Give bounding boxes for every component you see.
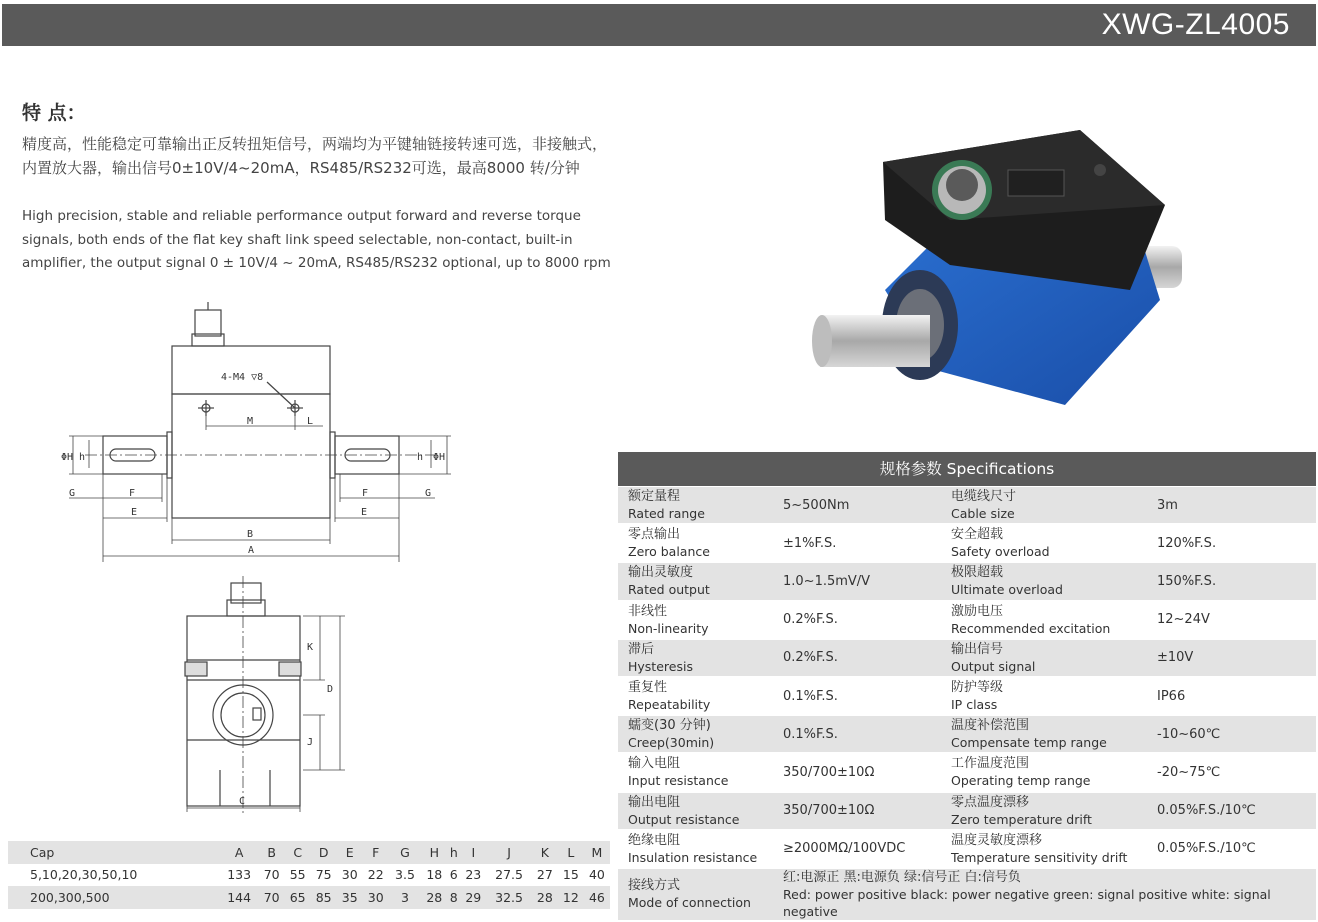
dim-cell: 12 bbox=[558, 886, 584, 909]
dim-cell: 30 bbox=[363, 886, 389, 909]
dim-cell: 15 bbox=[562, 867, 579, 883]
dim-header-cell: I bbox=[460, 841, 486, 864]
dim-cell: 28 bbox=[532, 886, 558, 909]
dim-header-cell: D bbox=[311, 841, 337, 864]
specs-table bbox=[618, 487, 1316, 922]
spec-row bbox=[618, 715, 1316, 753]
dim-label-e-right: E bbox=[361, 507, 368, 518]
spec-param-en: Zero balance bbox=[628, 544, 710, 560]
dim-cell: 35 bbox=[337, 886, 363, 909]
spec-param-en: Compensate temp range bbox=[951, 735, 1107, 751]
dim-label-f-left: F bbox=[129, 488, 136, 499]
spec-value: 350/700±10Ω bbox=[773, 792, 941, 830]
dim-label-e-left: E bbox=[131, 507, 138, 518]
features-text-cn: 精度高，性能稳定可靠输出正反转扭矩信号，两端均为平键轴链接转速可选，非接触式，内置放大器，输出信号0±10V/4~20mA，RS485/RS232可选，最高8000 转/分钟 bbox=[22, 135, 608, 177]
dim-label-m: M bbox=[247, 416, 254, 427]
dim-label-h-left: h bbox=[79, 452, 86, 463]
features-heading: 特 点： bbox=[22, 102, 86, 124]
dim-header-cell: h bbox=[447, 841, 460, 864]
product-photo bbox=[800, 120, 1200, 420]
dim-header-cell: J bbox=[486, 841, 532, 864]
dim-header-cell: G bbox=[389, 841, 422, 864]
spec-value: 150%F.S. bbox=[1147, 562, 1316, 600]
dim-cell: 200,300,500 bbox=[8, 886, 220, 909]
spec-param-cn: 激励电压 bbox=[951, 603, 1004, 619]
connection-value bbox=[773, 868, 1316, 921]
dim-cell: 55 bbox=[289, 867, 306, 883]
dim-label-d: D bbox=[327, 684, 334, 695]
features-text-en: High precision, stable and reliable performance output forward and reverse torque signals, both ends of the flat key shaft link speed selectable, non-contact, built-in amplifier, the output signal 0 ± 10V/4 ~ 20mA, RS485/RS232 optional, up to 8000 rpm bbox=[22, 208, 611, 271]
dim-cell: 8 bbox=[447, 886, 460, 909]
spec-param bbox=[941, 677, 1147, 715]
dimension-row bbox=[8, 864, 610, 887]
dim-label-g-right: G bbox=[425, 488, 432, 499]
spec-param-en: Temperature sensitivity drift bbox=[951, 849, 1128, 865]
dim-cell: 29 bbox=[460, 886, 486, 909]
dim-cell: 3 bbox=[389, 886, 422, 909]
spec-param-cn: 蠕变(30 分钟) bbox=[628, 718, 711, 734]
dim-cell: 27 bbox=[536, 867, 553, 883]
spec-row bbox=[618, 524, 1316, 562]
spec-param-cn: 非线性 bbox=[628, 603, 668, 619]
spec-row bbox=[618, 639, 1316, 677]
dim-label-l: L bbox=[307, 416, 314, 427]
spec-param-cn: 输出信号 bbox=[951, 641, 1004, 657]
spec-param-en: Hysteresis bbox=[628, 658, 693, 674]
dim-cell: 46 bbox=[584, 886, 610, 909]
model-number: XWG-ZL4005 bbox=[1101, 8, 1290, 41]
spec-param-cn: 防护等级 bbox=[951, 680, 1004, 696]
spec-param-en: Repeatability bbox=[628, 697, 711, 713]
dim-header-cell: M bbox=[584, 841, 610, 864]
spec-param-cn: 重复性 bbox=[628, 680, 668, 696]
spec-param bbox=[941, 792, 1147, 830]
dim-label-phih-right: ΦH bbox=[433, 452, 446, 463]
dim-cell: 70 bbox=[263, 867, 280, 883]
dim-cell: 28 bbox=[421, 886, 447, 909]
spec-param-en: Rated output bbox=[628, 582, 710, 598]
spec-row bbox=[618, 753, 1316, 791]
dim-label-h-right: h bbox=[417, 452, 424, 463]
spec-param-en: Rated range bbox=[628, 506, 705, 522]
dim-label-j: J bbox=[307, 737, 314, 748]
connection-value-cn: 红:电源正 黑:电源负 绿:信号正 白:信号负 bbox=[783, 869, 1021, 885]
dimension-drawing bbox=[55, 300, 475, 820]
spec-row bbox=[618, 792, 1316, 830]
spec-param bbox=[618, 715, 773, 753]
spec-param bbox=[618, 487, 773, 524]
spec-value: ±1%F.S. bbox=[773, 524, 941, 562]
spec-param bbox=[941, 639, 1147, 677]
spec-param bbox=[618, 639, 773, 677]
spec-param-en: Creep(30min) bbox=[628, 735, 715, 751]
spec-param-cn: 零点温度漂移 bbox=[951, 794, 1030, 810]
spec-param bbox=[941, 753, 1147, 791]
dim-cell: 5,10,20,30,50,10 bbox=[30, 867, 138, 883]
spec-param-cn: 安全超载 bbox=[951, 527, 1004, 543]
dimension-header-row bbox=[8, 841, 610, 864]
spec-param bbox=[941, 524, 1147, 562]
spec-param-cn: 输出电阻 bbox=[628, 794, 681, 810]
spec-param bbox=[941, 562, 1147, 600]
spec-row bbox=[618, 562, 1316, 600]
dim-header-cell: A bbox=[220, 841, 259, 864]
spec-value: 5~500Nm bbox=[773, 487, 941, 524]
spec-param-cn: 输入电阻 bbox=[628, 756, 681, 772]
dim-cell: 70 bbox=[259, 886, 285, 909]
spec-param-en: Recommended excitation bbox=[951, 620, 1111, 636]
dim-cell: 85 bbox=[311, 886, 337, 909]
specs-heading: 规格参数 Specifications bbox=[618, 452, 1316, 486]
spec-value: -20~75℃ bbox=[1147, 753, 1316, 791]
spec-value: IP66 bbox=[1147, 677, 1316, 715]
dim-label-c: C bbox=[239, 796, 246, 807]
spec-param-en: Cable size bbox=[951, 506, 1015, 522]
spec-value: 120%F.S. bbox=[1147, 524, 1316, 562]
spec-row bbox=[618, 830, 1316, 868]
dim-header-cell: K bbox=[532, 841, 558, 864]
spec-param bbox=[618, 868, 773, 921]
spec-value: ±10V bbox=[1147, 639, 1316, 677]
spec-param-en: Non-linearity bbox=[628, 620, 709, 636]
dimension-table bbox=[8, 841, 610, 909]
spec-param bbox=[618, 753, 773, 791]
spec-value: 350/700±10Ω bbox=[773, 753, 941, 791]
spec-param bbox=[941, 487, 1147, 524]
title-bar bbox=[2, 4, 1316, 46]
spec-row-connection bbox=[618, 868, 1316, 921]
dimension-row bbox=[8, 886, 610, 909]
spec-param bbox=[618, 792, 773, 830]
spec-value: ≥2000MΩ/100VDC bbox=[773, 830, 941, 868]
spec-param-cn: 零点输出 bbox=[628, 527, 681, 543]
spec-value: -10~60℃ bbox=[1147, 715, 1316, 753]
dim-header-cell: F bbox=[363, 841, 389, 864]
dim-cell: 75 bbox=[315, 867, 332, 883]
spec-row bbox=[618, 487, 1316, 524]
dim-header-cell: H bbox=[421, 841, 447, 864]
spec-param-cn: 工作温度范围 bbox=[951, 756, 1030, 772]
dim-label-f-right: F bbox=[362, 488, 369, 499]
dim-cell: 23 bbox=[465, 867, 482, 883]
connection-value-en: Red: power positive black: power negative green: signal positive white: signal negative bbox=[783, 886, 1271, 919]
dim-cell: 30 bbox=[341, 867, 358, 883]
spec-param-en: Operating temp range bbox=[951, 773, 1091, 789]
dim-label-a: A bbox=[248, 545, 255, 556]
spec-value: 1.0~1.5mV/V bbox=[773, 562, 941, 600]
callout-label: 4-M4 ▽8 bbox=[221, 372, 264, 383]
spec-param-cn: 电缆线尺寸 bbox=[951, 489, 1017, 505]
spec-param bbox=[941, 830, 1147, 868]
spec-value: 0.1%F.S. bbox=[773, 715, 941, 753]
spec-param-cn: 温度补偿范围 bbox=[951, 718, 1030, 734]
spec-value: 0.05%F.S./10℃ bbox=[1147, 792, 1316, 830]
dim-cell: 3.5 bbox=[395, 867, 415, 883]
dim-header-cell: Cap bbox=[8, 841, 220, 864]
spec-param-cn: 绝缘电阻 bbox=[628, 832, 681, 848]
spec-param bbox=[941, 715, 1147, 753]
spec-param bbox=[941, 601, 1147, 639]
dim-label-phih-left: ΦH bbox=[61, 452, 74, 463]
spec-param-en: Insulation resistance bbox=[628, 849, 758, 865]
dim-cell: 18 bbox=[426, 867, 443, 883]
dim-header-cell: E bbox=[337, 841, 363, 864]
spec-value: 12~24V bbox=[1147, 601, 1316, 639]
dim-header-cell: C bbox=[285, 841, 311, 864]
dim-cell: 144 bbox=[220, 886, 259, 909]
dim-header-cell: L bbox=[558, 841, 584, 864]
spec-param-en: Zero temperature drift bbox=[951, 811, 1092, 827]
spec-param-en: Safety overload bbox=[951, 544, 1050, 560]
dim-cell: 40 bbox=[588, 867, 605, 883]
spec-value: 0.05%F.S./10℃ bbox=[1147, 830, 1316, 868]
spec-param-cn: 输出灵敏度 bbox=[628, 565, 694, 581]
spec-param-cn: 极限超载 bbox=[951, 565, 1004, 581]
dim-cell: 6 bbox=[449, 867, 458, 883]
spec-param-en: Output resistance bbox=[628, 811, 740, 827]
spec-param bbox=[618, 524, 773, 562]
dim-cell: 27.5 bbox=[495, 867, 523, 883]
spec-param-en: Input resistance bbox=[628, 773, 729, 789]
dim-cell: 65 bbox=[285, 886, 311, 909]
dim-header-cell: B bbox=[259, 841, 285, 864]
spec-value: 0.1%F.S. bbox=[773, 677, 941, 715]
spec-param bbox=[618, 601, 773, 639]
dim-cell: 133 bbox=[227, 867, 252, 883]
spec-param-en: Mode of connection bbox=[628, 895, 751, 911]
spec-param-cn: 接线方式 bbox=[628, 878, 681, 894]
spec-param bbox=[618, 562, 773, 600]
spec-row bbox=[618, 677, 1316, 715]
spec-param bbox=[618, 830, 773, 868]
spec-param-en: Ultimate overload bbox=[951, 582, 1063, 598]
dim-cell: 32.5 bbox=[486, 886, 532, 909]
spec-param-cn: 温度灵敏度漂移 bbox=[951, 832, 1043, 848]
spec-param-en: IP class bbox=[951, 697, 998, 713]
spec-param bbox=[618, 677, 773, 715]
dim-cell: 22 bbox=[367, 867, 384, 883]
spec-value: 0.2%F.S. bbox=[773, 601, 941, 639]
dim-label-k: K bbox=[307, 642, 314, 653]
spec-param-en: Output signal bbox=[951, 658, 1036, 674]
spec-row bbox=[618, 601, 1316, 639]
dim-label-b: B bbox=[247, 529, 254, 540]
spec-value: 0.2%F.S. bbox=[773, 639, 941, 677]
spec-value: 3m bbox=[1147, 487, 1316, 524]
dim-label-g-left: G bbox=[69, 488, 76, 499]
spec-param-cn: 额定量程 bbox=[628, 489, 681, 505]
spec-param-cn: 滞后 bbox=[628, 641, 655, 657]
